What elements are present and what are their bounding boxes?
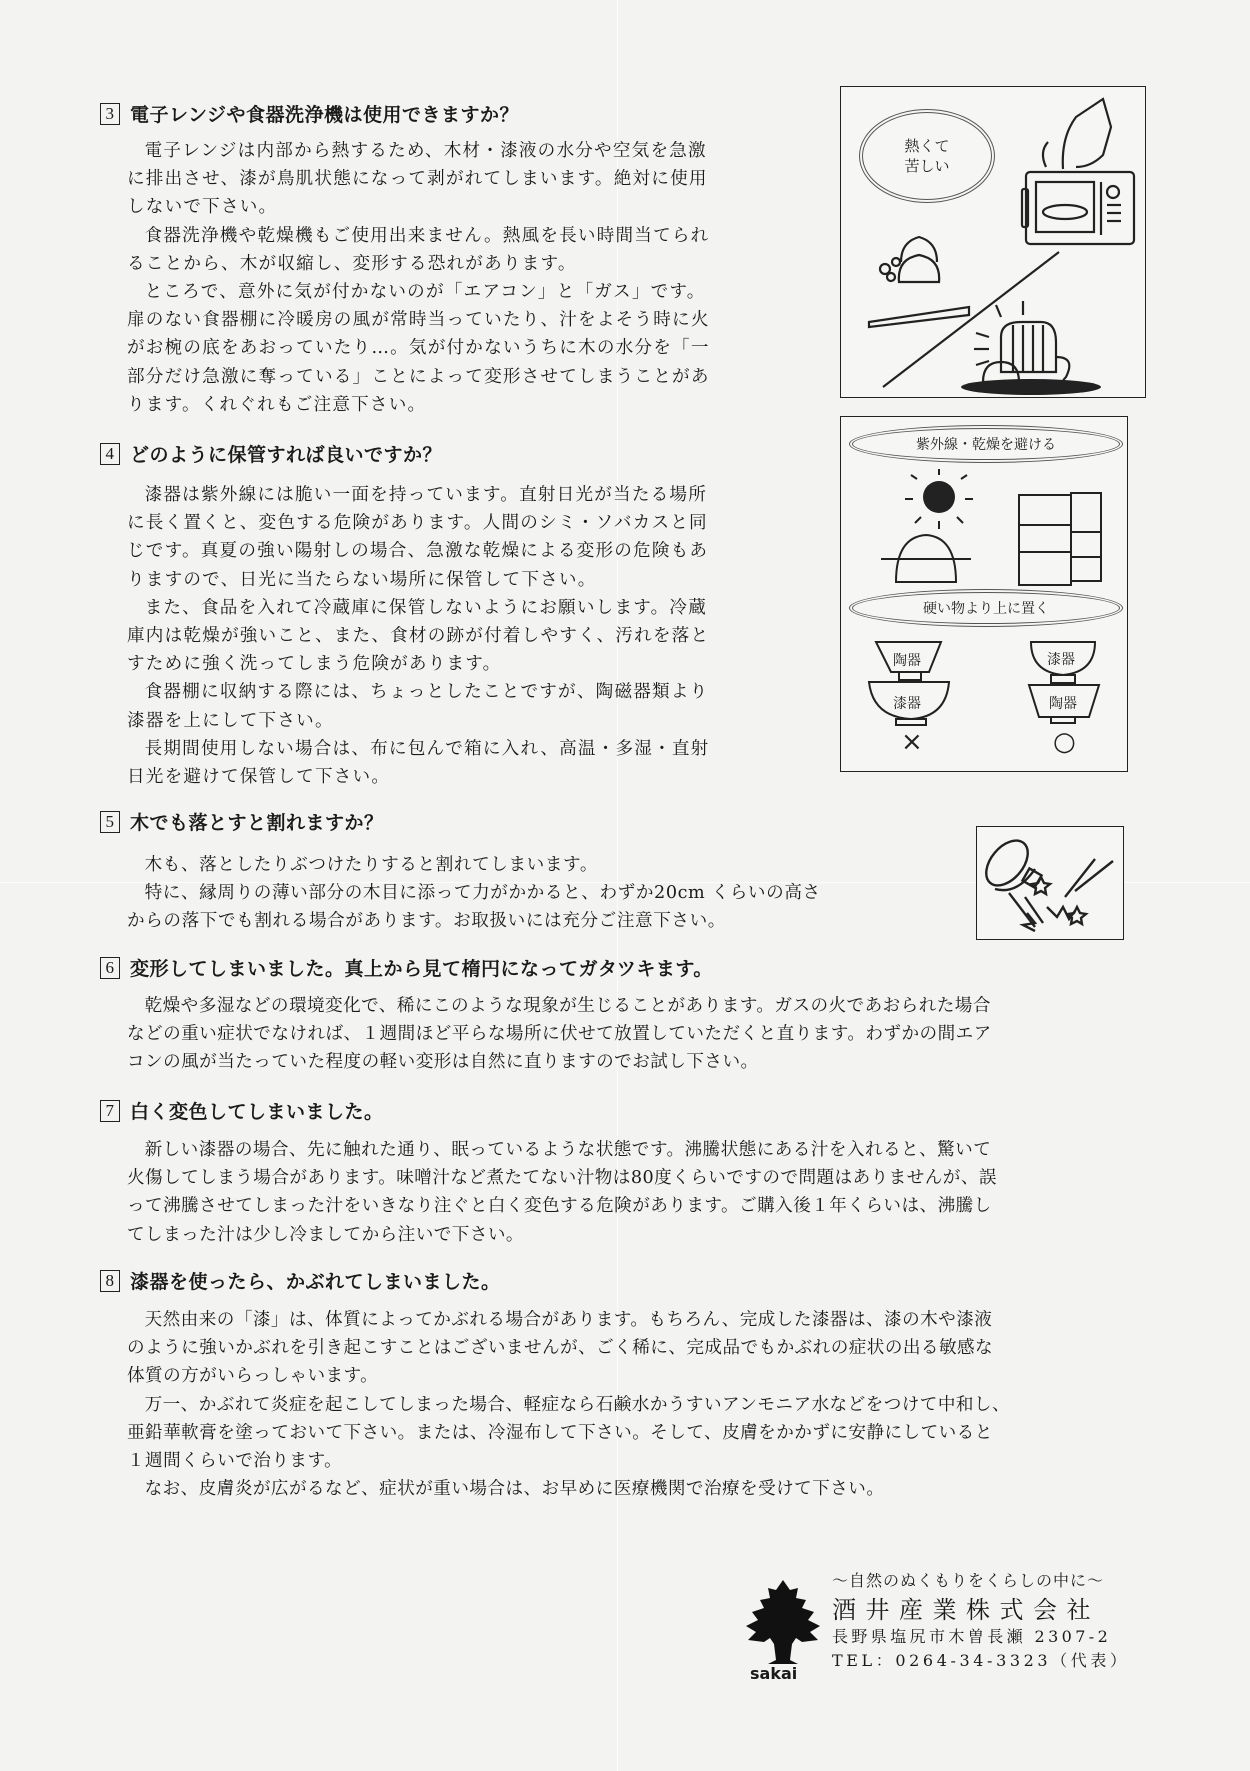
correct-mark-icon: ○ (1053, 727, 1076, 757)
section-title: どのように保管すれば良いですか？ (130, 444, 443, 466)
text-line: 体質の方がいらっしゃいます。 (127, 1366, 379, 1387)
section-4-body (127, 481, 797, 791)
section-title: 漆器を使ったら、かぶれてしまいました。 (130, 1271, 501, 1293)
section-number-box: 7 (100, 1100, 120, 1122)
company-name: 酒井産業株式会社 (832, 1596, 1100, 1624)
text-line: コンの風が当たっていた程度の軽い変形は自然に直りますのでお試し下さい。 (127, 1052, 759, 1073)
microwave-drawing-icon (841, 87, 1145, 397)
text-line: 漆器は紫外線には脆い一面を持っています。直射日光が当たる場所 (144, 485, 708, 505)
text-line: 特に、縁周りの薄い部分の木目に添って力がかかると、わずか20cm くらいの高さ (144, 883, 821, 904)
text-line: 部分だけ急激に奪っている」ことによって変形させてしまうことがあ (127, 366, 710, 387)
section-7-heading (100, 1097, 384, 1124)
text-line: 食器洗浄機や乾燥機もご使用出来ません。熱風を長い時間当てられ (144, 225, 710, 246)
text-line: 漆器を上にして下さい。 (127, 710, 334, 731)
text-line: ところで、意外に気が付かないのが「エアコン」と「ガス」です。 (144, 282, 706, 303)
text-line: 長期間使用しない場合は、布に包んで箱に入れ、高温・多湿・直射 (144, 738, 710, 759)
section-number-box: 5 (100, 811, 120, 833)
text-line: しないで下さい。 (127, 197, 278, 218)
dropped-bowl-illustration (976, 826, 1124, 940)
text-line: 食器棚に収納する際には、ちょっとしたことですが、陶磁器類より (144, 682, 709, 703)
label-place-above-hard-items: 硬い物より上に置く (849, 589, 1123, 627)
wrong-mark-icon: × (901, 727, 923, 757)
bowl-label-ceramic: 陶器 (1049, 696, 1077, 712)
company-phone: TEL：0264-34-3323（代表） (832, 1651, 1130, 1670)
text-line: 新しい漆器の場合、先に触れた通り、眠っているような状態です。沸騰状態にある汁を入れると、驚いて (144, 1140, 992, 1160)
text-line: のように強いかぶれを引き起こすことはございませんが、ごく稀に、完成品でもかぶれの症状の出る敏感な (127, 1338, 994, 1359)
section-5-heading (100, 808, 384, 835)
section-6-heading (100, 954, 713, 981)
storage-illustration (840, 416, 1128, 772)
text-line: がお椀の底をあおっていたり…。気が付かないうちに木の水分を「一 (127, 338, 710, 359)
text-line: に排出させ、漆が鳥肌状態になって剥がれてしまいます。絶対に使用 (127, 169, 708, 190)
text-line: なお、皮膚炎が広がるなど、症状が重い場合は、お早めに医療機関で治療を受けて下さい。 (144, 1479, 885, 1500)
text-line: 火傷してしまう場合があります。味噌汁など煮たてない汁物は80度くらいですので問題はありませんが、誤 (127, 1168, 997, 1189)
bowl-label-lacquer: 漆器 (1047, 652, 1075, 668)
text-line: また、食品を入れて冷蔵庫に保管しないようにお願いします。冷蔵 (144, 597, 708, 618)
brand-name: sakai (750, 1664, 798, 1683)
tree-logo-icon (742, 1578, 824, 1678)
text-line: 電子レンジは内部から熱するため、木材・漆液の水分や空気を急激 (144, 141, 707, 161)
text-line: 万一、かぶれて炎症を起こしてしまった場合、軽症なら石鹸水かうすいアンモニア水などをつけて中和し、 (144, 1394, 1010, 1415)
section-number-box: 8 (100, 1270, 120, 1292)
text-line: 扉のない食器棚に冷暖房の風が常時当っていたり、汁をよそう時に火 (127, 310, 710, 331)
section-number-box: 4 (100, 443, 120, 465)
bowl-label-lacquer: 漆器 (893, 696, 921, 712)
section-3-body (127, 137, 797, 419)
speech-bubble: 熱くて 苦しい (859, 109, 995, 203)
text-line: りますので、日光に当たらない場所に保管して下さい。 (127, 569, 597, 590)
slogan: 〜自然のぬくもりをくらしの中に〜 (832, 1571, 1105, 1590)
text-line: からの落下でも割れる場合があります。お取扱いには充分ご注意下さい。 (127, 911, 726, 932)
text-line: すために強く洗ってしまう危険があります。 (127, 654, 502, 675)
company-footer (740, 1568, 1180, 1683)
microwave-heat-illustration (840, 86, 1146, 398)
section-number-box: 6 (100, 957, 120, 979)
section-8-heading (100, 1267, 501, 1294)
text-line: ります。くれぐれもご注意下さい。 (127, 394, 427, 415)
section-8-body (127, 1306, 1187, 1503)
section-3-heading (100, 100, 519, 127)
text-line: 乾燥や多湿などの環境変化で、稀にこのような現象が生じることがあります。ガスの火であおられた場合 (144, 996, 991, 1016)
section-title: 変形してしまいました。真上から見て楕円になってガタツキます。 (130, 958, 713, 980)
text-line: 木も、落としたりぶつけたりすると割れてしまいます。 (144, 855, 599, 875)
section-title: 電子レンジや食器洗浄機は使用できますか？ (130, 104, 520, 126)
text-line: などの重い症状でなければ、１週間ほど平らな場所に伏せて放置していただくと直ります。わずかの間エア (127, 1024, 992, 1045)
dropping-bowl-icon (977, 827, 1123, 939)
text-line: 天然由来の「漆」は、体質によってかぶれる場合があります。もちろん、完成した漆器は、漆の木や漆液 (144, 1310, 993, 1330)
text-line: って沸騰させてしまった汁をいきなり注ぐと白く変色する危険があります。ご購入後１年くらいは、沸騰し (127, 1196, 992, 1217)
text-line: に長く置くと、変色する危険があります。人間のシミ・ソバカスと同 (127, 513, 708, 534)
text-line: １週間くらいで治ります。 (127, 1451, 343, 1472)
company-address: 長野県塩尻市木曽長瀬 2307-2 (832, 1627, 1112, 1646)
text-line: てしまった汁は少し冷ましてから注いで下さい。 (127, 1224, 524, 1245)
bowl-label-ceramic: 陶器 (893, 653, 921, 669)
text-line: じです。真夏の強い陽射しの場合、急激な乾燥による変形の危険もあ (127, 541, 709, 562)
label-avoid-uv-dryness: 紫外線・乾燥を避ける (849, 425, 1123, 463)
section-4-heading (100, 440, 442, 467)
section-5-body (127, 851, 957, 936)
text-line: ることから、木が収縮し、変形する恐れがあります。 (127, 253, 577, 274)
section-6-body (127, 992, 1187, 1077)
text-line: 亜鉛華軟膏を塗っておいて下さい。または、冷湿布して下さい。そして、皮膚をかかずに安静にしていると (127, 1422, 993, 1443)
text-line: 日光を避けて保管して下さい。 (127, 767, 391, 788)
section-title: 白く変色してしまいました。 (130, 1101, 384, 1123)
section-number-box: 3 (100, 103, 120, 125)
section-7-body (127, 1136, 1187, 1249)
section-title: 木でも落とすと割れますか？ (130, 812, 384, 834)
text-line: 庫内は乾燥が強いこと、また、食材の跡が付着しやすく、汚れを落と (127, 626, 710, 647)
